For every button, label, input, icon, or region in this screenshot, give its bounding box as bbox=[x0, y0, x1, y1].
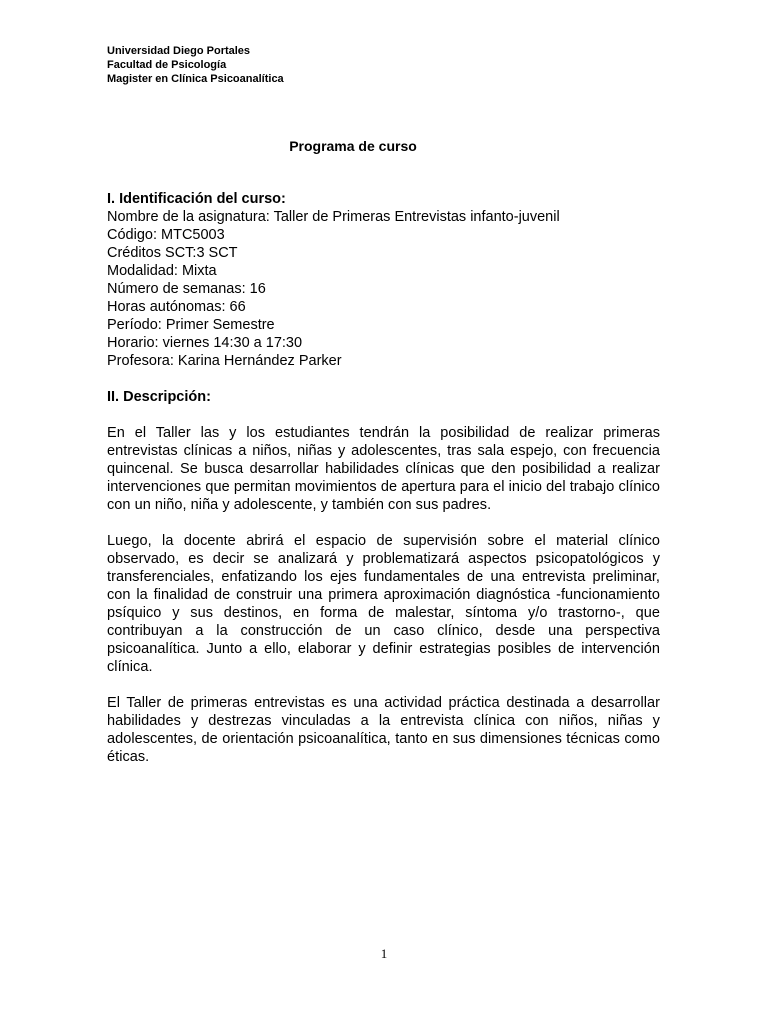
section-description-heading: II. Descripción: bbox=[107, 389, 211, 405]
weeks-line: Número de semanas: 16 bbox=[107, 281, 266, 297]
period-line: Período: Primer Semestre bbox=[107, 317, 275, 333]
course-name-line: Nombre de la asignatura: Taller de Primeras Entrevistas infanto-juvenil bbox=[107, 209, 560, 225]
professor-line: Profesora: Karina Hernández Parker bbox=[107, 353, 342, 369]
modality-line: Modalidad: Mixta bbox=[107, 263, 217, 279]
faculty-name: Facultad de Psicología bbox=[107, 59, 227, 71]
spacer bbox=[107, 514, 660, 532]
description-paragraph: El Taller de primeras entrevistas es una actividad práctica destinada a desarrollar habilidades y destrezas vinculadas a la entrevista clínica con niños, niñas y adolescentes, de orientación psicoanalítica, tanto en sus dimensiones técnicas como éticas. bbox=[107, 695, 660, 765]
page-number: 1 bbox=[380, 946, 388, 961]
program-name: Magister en Clínica Psicoanalítica bbox=[107, 73, 284, 85]
document-header bbox=[107, 44, 284, 86]
course-code-line: Código: MTC5003 bbox=[107, 227, 225, 243]
description-paragraph: Luego, la docente abrirá el espacio de supervisión sobre el material clínico observado, es decir se analizará y problematizará aspectos psicopatológicos y transferenciales, enfatizando los ejes fundamentales de una entrevista preliminar, con la finalidad de construir una primera aproximación diagnóstica -funcionamiento psíquico y sus destinos, en forma de malestar, síntoma y/o trastorno-, que contribuyan a la construcción de un caso clínico, desde una perspectiva psicoanalítica. Junto a ello, elaborar y definir estrategias posibles de intervención clínica. bbox=[107, 533, 660, 675]
credits-line: Créditos SCT:3 SCT bbox=[107, 245, 238, 261]
autonomous-hours-line: Horas autónomas: 66 bbox=[107, 299, 246, 315]
spacer bbox=[107, 370, 660, 388]
description-paragraph: En el Taller las y los estudiantes tendrán la posibilidad de realizar primeras entrevistas clínicas a niños, niñas y adolescentes, tras sala espejo, con frecuencia quincenal. Se busca desarrollar habilidades clínicas que den posibilidad a realizar intervenciones que permitan movimientos de apertura para el inicio del trabajo clínico con un niño, niña y adolescente, y también con sus padres. bbox=[107, 425, 660, 513]
spacer bbox=[107, 406, 660, 424]
document-title: Programa de curso bbox=[289, 138, 417, 154]
spacer bbox=[107, 676, 660, 694]
section-identification-heading: I. Identificación del curso: bbox=[107, 191, 286, 207]
schedule-line: Horario: viernes 14:30 a 17:30 bbox=[107, 335, 303, 351]
university-name: Universidad Diego Portales bbox=[107, 45, 251, 57]
document-body bbox=[107, 190, 660, 766]
